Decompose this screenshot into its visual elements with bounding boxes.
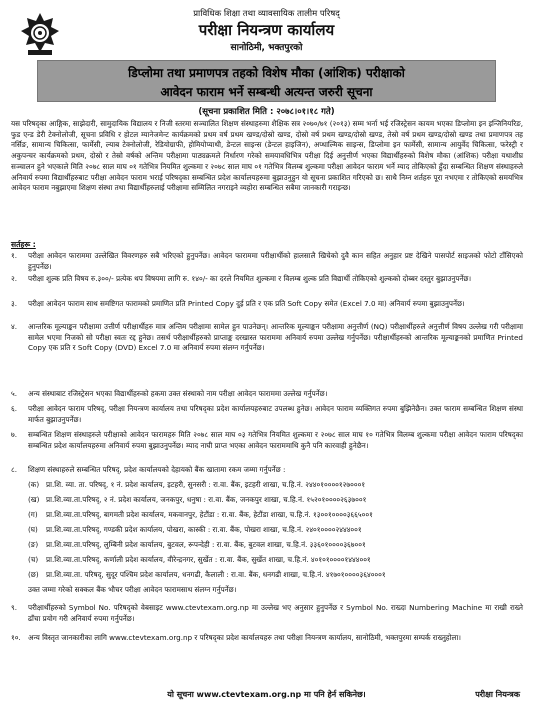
condition-text: आन्तरिक मूल्याङ्कन परीक्षामा उत्तीर्ण परीक्षार्थीहरु मात्र अन्तिम परीक्षामा सामेल हुन पाउनेछन्। आन्तरिक मूल्याङ्कन परीक्षामा अनुत्तीर्ण (NQ) परीक्षार्थीहरुले अनुत्तीर्ण विषय उल्लेख गरी परीक्षामा सामेल भएमा निजको सो परीक्षा स्वतः रद्द हुनेछ। तसर्थ परीक्षार्थीहरुको प्राप्ताङ्क दरखास्त फाराममा अनिवार्य रुपमा उल्लेख गर्नुपर्नेछ। परीक्षार्थीहरुको आन्तरिक मूल्याङ्कनको प्रमाणित Printed Copy एक प्रति र Soft Copy (DVD) Excel 7.0 मा अनिवार्य रुपमा संलग्न गर्नुपर्नेछ। <box>28 322 523 353</box>
condition-number: ९. <box>11 603 18 612</box>
bank-row-text: प्रा.शि.व्या.ता.परिषद्, गण्डकी प्रदेश कार्यालय, पोखरा, कास्की : रा.वा. बैंक, पोखरा शाखा, च.हि.नं. २४०१००००२४४४००१ <box>46 525 362 534</box>
bank-row-code: (छ) <box>28 570 39 579</box>
condition-number: ५. <box>11 389 18 398</box>
signatory: परीक्षा नियन्त्रक <box>475 690 520 699</box>
notice-title-banner <box>37 60 496 102</box>
condition-number: ३. <box>11 299 18 308</box>
org-name: प्राविधिक शिक्षा तथा व्यावसायिक तालीम परिषद् <box>193 9 340 19</box>
bank-voucher-note: उक्त जम्मा गरेको सक्कल बैंक भौचर परीक्षा आवेदन फारामसाथ संलग्न गर्नुपर्नेछ। <box>28 585 237 594</box>
bank-row-text: प्रा.शि. व्या. ता. परिषद्, १ नं. प्रदेश कार्यालय, इटहरी, सुनसरी : रा.वा. बैंक, इटहरी शाखा, च.हि.नं. २४४०१००००१२७०००१ <box>46 480 366 489</box>
conditions-heading: सर्तहरू : <box>11 240 36 249</box>
condition-number: ७. <box>11 430 18 439</box>
bank-row-code: (घ) <box>28 525 38 534</box>
condition-text: परीक्षार्थीहरुको Symbol No. परिषद्को वेबसाइट www.ctevtexam.org.np मा उल्लेख भए अनुसार हुनुपर्नेछ र Symbol No. राख्दा Numbering Machine मा राखी राख्ने ढाँचा प्रयोग गरी अनिवार्य रुपमा गर्नुपर्नेछ। <box>28 603 523 623</box>
bank-row-code: (च) <box>28 555 39 564</box>
bank-row-text: प्रा.शि.व्या.ता.परिषद्, २ नं. प्रदेश कार्यालय, जनकपुर, धनुषा : रा.वा. बैंक, जनकपुर शाखा, च.हि.नं. १५२०१००००२६३७००१ <box>46 495 367 504</box>
bank-row-code: (ग) <box>28 510 38 519</box>
bank-row-code: (ख) <box>28 495 40 504</box>
bank-row-code: (क) <box>28 480 40 489</box>
condition-text: परीक्षा आवेदन फाराम साथ समष्टिगत फारामको प्रमाणित प्रति Printed Copy दुई प्रति र एक प्रति Soft Copy समेत (Excel 7.0 मा) अनिवार्य रुपमा बुझाउनुपर्नेछ। <box>28 299 465 308</box>
notice-body: यस परिषद्का आङ्गिक, साझेदारी, सामुदायिक विद्यालय र निजी स्तरमा सञ्चालित शिक्षण संस्थाहरुमा शैक्षिक सत्र २०७०/७१ (२०१३) सम्म भर्ना भई रजिस्ट्रेसन कायम भएका डिप्लोमा इन इन्जिनियरिङ, फुड एन्ड डेरी टेक्नोलोजी, सूचना प्रविधि र होटल म्यानेजमेन्ट कार्यक्रमको प्रथम वर्ष प्रथम खण्ड/दोस्रो खण्ड, दोस्रो वर्ष प्रथम खण्ड/दोस्रो खण्ड, तेस्रो वर्ष प्रथम खण्ड/दोस्रो खण्ड तथा प्रमाणपत्र तह नर्सिङ, सामान्य चिकित्सा, फार्मेसी, ल्याब टेक्नोलोजी, रेडियोग्राफी, होमियोप्याथी, डेन्टल साइन्स (डेन्टल हाइजिन), अप्थाल्मिक साइन्स, डिप्लोमा इन फार्मेसी, सामान्य आयुर्वेद चिकित्सा, फरेस्ट्री र अकुपन्चर कार्यक्रमको प्रथम, दोस्रो र तेस्रो वर्षको अन्तिम परीक्षामा पाठ्यक्रमले निर्धारण गरेको समयावधिभित्र परीक्षा दिई अनुत्तीर्ण भएका विद्यार्थीहरुको विशेष मौका (आंशिक) परीक्षा यथाशीघ्र सञ्चालन हुने भएकाले मिति २०७८ साल माघ ०१ गतेभित्र नियमित शुल्कमा र २०७८ साल माघ ०१ गतेभित्र विलम्ब शुल्कमा परीक्षा आवेदन फाराम भर्ने म्याद तोकिएको हुँदा सम्बन्धित शिक्षण संस्थाहरुले अनिवार्य रुपमा विद्यार्थीहरुबाट परीक्षा आवेदन फाराम भराई परिषद्का सम्बन्धित प्रदेश कार्यालयहरुमा बुझाउनुहुन यो सूचना प्रकाशित गरिएको छ। साथै निम्न शर्तहरु पूरा नभएमा र तोकिएको समयभित्र आवेदन फाराम नबुझाएमा शिक्षण संस्था तथा विद्यार्थीहरुलाई परीक्षामा सम्मिलित नगराइने व्यहोरा सम्बन्धित सबैमा जानकारी गराइन्छ। <box>11 119 523 193</box>
bank-row-text: प्रा.शि.व्या.ता. परिषद्, सुदूर पश्चिम प्रदेश कार्यालय, धनगढी, कैलाली : रा.वा. बैंक, धनगढी शाखा, च.हि.नं. ४१७०१००००३६४०००१ <box>46 570 386 579</box>
bank-row-code: (ङ) <box>28 540 39 549</box>
website-note: यो सूचना www.ctevtexam.org.np मा पनि हेर्न सकिनेछ। <box>167 690 366 699</box>
bank-row-text: प्रा.शि.व्या.ता.परिषद्, कर्णाली प्रदेश कार्यालय, वीरेन्द्रनगर, सुर्खेत : रा.वा. बैंक, सुर्खेत शाखा, च.हि.नं. ४०१०१००००१४४४००१ <box>46 555 371 564</box>
condition-number: ८. <box>11 465 18 474</box>
condition-text: अन्य विस्तृत जानकारीका लागि www.ctevtexam.org.np र परिषद्का प्रदेश कार्यालयहरु तथा परीक्षा नियन्त्रण कार्यालय, सानोठिमी, भक्तपुरमा सम्पर्क राख्नुहोला। <box>28 633 461 642</box>
condition-text: अन्य संस्थाबाट रजिस्ट्रेसन भएका विद्यार्थीहरुको हकमा उक्त संस्थाको नाम परीक्षा आवेदन फाराममा उल्लेख गर्नुपर्नेछ। <box>28 389 328 398</box>
office-name: परीक्षा नियन्त्रण कार्यालय <box>198 21 335 39</box>
condition-text: सम्बन्धित शिक्षण संस्थाहरुले परीक्षाको आवेदन फारामहरु मिति २०७८ साल माघ ०३ गतेभित्र नियमित शुल्कमा र २०७८ साल माघ १० गतेभित्र विलम्ब शुल्कमा परीक्षा आवेदन फाराम परिषद्का सम्बन्धित प्रदेश कार्यालयहरुमा अनिवार्य रुपमा बुझाउनुपर्नेछ। म्याद नाघी प्राप्त भएका आवेदन फाराममाथि कुनै पनि कारवाही हुनेछैन। <box>28 430 523 450</box>
condition-number: १०. <box>11 633 21 642</box>
condition-number: ४. <box>11 322 18 331</box>
condition-text: शिक्षण संस्थाहरुले सम्बन्धित परिषद्, प्रदेश कार्यालयको देहायको बैंक खातामा रकम जम्मा गर्नुपर्नेछ : <box>28 465 286 474</box>
condition-number: ६. <box>11 404 18 413</box>
condition-number: १. <box>11 251 18 260</box>
condition-text: परीक्षा आवेदन फाराममा उल्लेखित विवरणहरु सबै भरिएको हुनुपर्नेछ। आवेदन फाराममा परीक्षार्थीको हालसालै खिचेको दुवै कान सहित अनुहार प्रष्ट देखिने पासपोर्ट साइजको फोटो टाँसिएको हुनुपर्नेछ। <box>28 251 523 271</box>
bank-row-text: प्रा.शि.व्या.ता.परिषद्, लुम्बिनी प्रदेश कार्यालय, बुटवल, रूपन्देही : रा.वा. बैंक, बुटवल शाखा, च.हि.नं. ३३६०१००००३६७००१ <box>46 540 366 549</box>
condition-text: परीक्षा आवेदन फाराम परिषद्, परीक्षा नियन्त्रण कार्यालय तथा परिषद्का प्रदेश कार्यालयहरुबाट उपलब्ध हुनेछ। आवेदन फाराम व्यक्तिगत रुपमा बुझिनेछैन। उक्त फाराम सम्बन्धित शिक्षण संस्था मार्फत बुझाउनुपर्नेछ। <box>28 404 523 424</box>
notice-title-line-2: आवेदन फाराम भर्ने सम्बन्धी अत्यन्त जरुरी सूचना <box>160 85 373 99</box>
condition-number: २. <box>11 274 18 283</box>
condition-text: परीक्षा शुल्क प्रति विषय रु.३००/- प्रत्येक थप विषयमा लागि रु. १४०/- का दरले नियमित शुल्कमा र विलम्ब शुल्क प्रति विद्यार्थी तोकिएको शुल्कको दोब्बर दस्तुर बुझाउनुपर्नेछ। <box>28 274 472 283</box>
bank-row-text: प्रा.शि.व्या.ता.परिषद्, बागमती प्रदेश कार्यालय, मकवानपुर, हेटौंडा : रा.वा. बैंक, हेटौंडा शाखा, च.हि.नं. १३००१००००३६६५००१ <box>46 510 373 519</box>
notice-header <box>0 4 533 56</box>
notice-title-line-1: डिप्लोमा तथा प्रमाणपत्र तहको विशेष मौका (आंशिक) परीक्षाको <box>128 66 405 80</box>
publish-date: (सूचना प्रकाशित मिति : २०७८।०१।१८ गते) <box>198 107 335 117</box>
office-location: सानोठिमी, भक्तपुरको <box>230 43 303 53</box>
